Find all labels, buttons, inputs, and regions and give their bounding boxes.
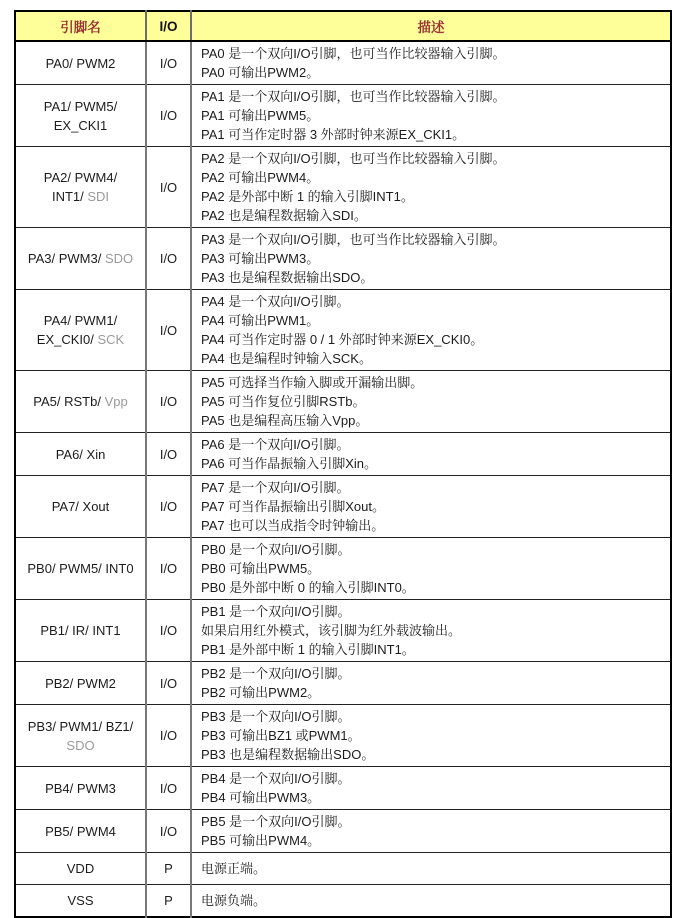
description-line: PA3 可输出PWM3。 bbox=[201, 251, 320, 266]
pin-name-text: PB4/ PWM3 bbox=[45, 780, 116, 796]
description-line: PB3 也是编程数据输出SDO。 bbox=[201, 747, 375, 762]
description-line: PA1 可输出PWM5。 bbox=[201, 108, 320, 123]
pin-name-alt-function: SDI bbox=[87, 189, 110, 204]
description-line: PB1 是外部中断 1 的输入引脚INT1。 bbox=[201, 642, 415, 657]
description-cell bbox=[191, 705, 671, 767]
pin-name-alt-function: SDO bbox=[66, 737, 95, 753]
io-type-cell: I/O bbox=[146, 433, 191, 476]
description-line: PB0 是外部中断 0 的输入引脚INT0。 bbox=[201, 580, 415, 595]
description-line: PB5 是一个双向I/O引脚。 bbox=[201, 814, 351, 829]
description-line: PA4 也是编程时钟输入SCK。 bbox=[201, 351, 372, 366]
pin-name-cell bbox=[15, 85, 146, 147]
description-line: PB0 可输出PWM5。 bbox=[201, 561, 321, 576]
pin-name-text: PA5/ RSTb/ bbox=[33, 394, 105, 409]
description-cell bbox=[191, 810, 671, 853]
pin-name-cell bbox=[15, 476, 146, 538]
description-line: PA4 可当作定时器 0 / 1 外部时钟来源EX_CKI0。 bbox=[201, 332, 484, 347]
pin-name-cell bbox=[15, 538, 146, 600]
description-line: PB0 是一个双向I/O引脚。 bbox=[201, 542, 351, 557]
description-line: PA0 是一个双向I/O引脚，也可当作比较器输入引脚。 bbox=[201, 46, 506, 61]
description-line: PB5 可输出PWM4。 bbox=[201, 833, 321, 848]
description-cell bbox=[191, 538, 671, 600]
io-type-cell: P bbox=[146, 853, 191, 885]
pin-row bbox=[15, 705, 671, 767]
pin-row bbox=[15, 433, 671, 476]
description-line: PA6 可当作晶振输入引脚Xin。 bbox=[201, 456, 378, 471]
description-cell bbox=[191, 85, 671, 147]
io-type-cell: I/O bbox=[146, 371, 191, 433]
pin-row bbox=[15, 85, 671, 147]
description-cell bbox=[191, 371, 671, 433]
io-type-cell: I/O bbox=[146, 147, 191, 228]
description-line: PA5 可当作复位引脚RSTb。 bbox=[201, 394, 366, 409]
description-line: PB4 是一个双向I/O引脚。 bbox=[201, 771, 351, 786]
io-type-cell: I/O bbox=[146, 810, 191, 853]
pin-row bbox=[15, 371, 671, 433]
pin-name-cell bbox=[15, 810, 146, 853]
pin-row bbox=[15, 885, 671, 918]
io-type-cell: I/O bbox=[146, 476, 191, 538]
pin-row bbox=[15, 228, 671, 290]
description-line: PA2 是一个双向I/O引脚，也可当作比较器输入引脚。 bbox=[201, 151, 506, 166]
description-line: PA1 可当作定时器 3 外部时钟来源EX_CKI1。 bbox=[201, 127, 466, 142]
pin-name-cell bbox=[15, 600, 146, 662]
pin-name-text: VSS bbox=[67, 893, 94, 908]
table-body bbox=[15, 41, 671, 917]
description-line: PB3 是一个双向I/O引脚。 bbox=[201, 709, 351, 724]
description-cell bbox=[191, 290, 671, 371]
io-type-cell: I/O bbox=[146, 228, 191, 290]
description-cell bbox=[191, 885, 671, 918]
pin-row bbox=[15, 290, 671, 371]
description-line: PB1 是一个双向I/O引脚。 bbox=[201, 604, 351, 619]
io-type-cell: I/O bbox=[146, 290, 191, 371]
io-type-cell: I/O bbox=[146, 600, 191, 662]
description-line: PA4 是一个双向I/O引脚。 bbox=[201, 294, 350, 309]
description-line: PA4 可输出PWM1。 bbox=[201, 313, 320, 328]
pin-name-text: PA0/ PWM2 bbox=[45, 55, 116, 71]
pin-row bbox=[15, 476, 671, 538]
io-type-cell: I/O bbox=[146, 767, 191, 810]
description-line: PA2 可输出PWM4。 bbox=[201, 170, 320, 185]
pin-row bbox=[15, 810, 671, 853]
pin-name-text: PA2/ PWM4/ bbox=[43, 170, 118, 185]
io-type-cell: I/O bbox=[146, 41, 191, 85]
description-cell bbox=[191, 662, 671, 705]
description-line: 如果启用红外模式，该引脚为红外载波输出。 bbox=[201, 623, 462, 638]
description-line: PA2 是外部中断 1 的输入引脚INT1。 bbox=[201, 189, 414, 204]
pin-name-text: EX_CKI1 bbox=[53, 117, 108, 133]
pin-description-table bbox=[14, 10, 672, 918]
pin-name-cell bbox=[15, 853, 146, 885]
pin-name-cell bbox=[15, 885, 146, 918]
pin-row bbox=[15, 662, 671, 705]
pin-name-text: PB0/ PWM5/ INT0 bbox=[27, 561, 134, 576]
io-type-cell: I/O bbox=[146, 662, 191, 705]
description-cell bbox=[191, 853, 671, 885]
pin-name-text: VDD bbox=[66, 861, 95, 876]
description-cell bbox=[191, 147, 671, 228]
pin-name-cell bbox=[15, 767, 146, 810]
description-cell bbox=[191, 433, 671, 476]
description-cell bbox=[191, 767, 671, 810]
pin-name-text: PA6/ Xin bbox=[55, 446, 106, 462]
pin-name-text: PA7/ Xout bbox=[51, 499, 110, 514]
io-type-cell: I/O bbox=[146, 538, 191, 600]
pin-name-text: PA1/ PWM5/ bbox=[43, 98, 118, 114]
description-line: PA7 可当作晶振输出引脚Xout。 bbox=[201, 499, 385, 514]
io-type-cell: I/O bbox=[146, 85, 191, 147]
pin-row bbox=[15, 147, 671, 228]
description-line: 电源正端。 bbox=[201, 861, 267, 876]
pin-name-text: PB3/ PWM1/ BZ1/ bbox=[27, 718, 134, 734]
pin-name-cell bbox=[15, 705, 146, 767]
description-cell bbox=[191, 600, 671, 662]
pin-name-text: PB1/ IR/ INT1 bbox=[40, 623, 121, 638]
pin-name-cell bbox=[15, 147, 146, 228]
pin-name-alt-function: SDO bbox=[104, 251, 134, 266]
pin-name-cell bbox=[15, 371, 146, 433]
description-line: PA3 是一个双向I/O引脚，也可当作比较器输入引脚。 bbox=[201, 232, 506, 247]
pin-name-alt-function: Vpp bbox=[104, 394, 128, 409]
description-cell bbox=[191, 41, 671, 85]
pin-name-text: PB5/ PWM4 bbox=[45, 823, 116, 839]
description-line: PA3 也是编程数据输出SDO。 bbox=[201, 270, 374, 285]
description-cell bbox=[191, 228, 671, 290]
header-io: I/O bbox=[146, 11, 191, 41]
header-row bbox=[15, 11, 671, 41]
description-line: PA5 可选择当作输入脚或开漏输出脚。 bbox=[201, 375, 424, 390]
pin-row bbox=[15, 41, 671, 85]
description-line: PB3 可输出BZ1 或PWM1。 bbox=[201, 728, 361, 743]
description-line: PA7 是一个双向I/O引脚。 bbox=[201, 480, 350, 495]
description-line: PA2 也是编程数据输入SDI。 bbox=[201, 208, 367, 223]
pin-name-cell bbox=[15, 290, 146, 371]
description-line: PA5 也是编程高压输入Vpp。 bbox=[201, 413, 369, 428]
pin-name-text: PA3/ PWM3/ bbox=[27, 251, 105, 266]
description-cell bbox=[191, 476, 671, 538]
pin-name-text: PB2/ PWM2 bbox=[45, 675, 116, 691]
description-line: PA7 也可以当成指令时钟输出。 bbox=[201, 518, 385, 533]
io-type-cell: P bbox=[146, 885, 191, 918]
pin-row bbox=[15, 538, 671, 600]
pin-name-cell bbox=[15, 433, 146, 476]
pin-row bbox=[15, 767, 671, 810]
description-line: PA1 是一个双向I/O引脚，也可当作比较器输入引脚。 bbox=[201, 89, 506, 104]
pin-name-cell bbox=[15, 228, 146, 290]
description-line: 电源负端。 bbox=[201, 893, 267, 908]
pin-name-text: PA4/ PWM1/ bbox=[43, 313, 118, 328]
description-line: PA0 可输出PWM2。 bbox=[201, 65, 320, 80]
description-line: PA6 是一个双向I/O引脚。 bbox=[201, 437, 350, 452]
pin-name-cell bbox=[15, 662, 146, 705]
header-description: 描述 bbox=[191, 11, 671, 41]
description-line: PB4 可输出PWM3。 bbox=[201, 790, 321, 805]
pin-row bbox=[15, 853, 671, 885]
description-line: PB2 是一个双向I/O引脚。 bbox=[201, 666, 351, 681]
pin-name-text: INT1/ bbox=[51, 189, 88, 204]
pin-name-cell bbox=[15, 41, 146, 85]
pin-row bbox=[15, 600, 671, 662]
description-line: PB2 可输出PWM2。 bbox=[201, 685, 321, 700]
io-type-cell: I/O bbox=[146, 705, 191, 767]
header-pin-name: 引脚名 bbox=[15, 11, 146, 41]
pin-name-text: EX_CKI0/ bbox=[36, 332, 98, 347]
pin-name-alt-function: SCK bbox=[97, 332, 125, 347]
